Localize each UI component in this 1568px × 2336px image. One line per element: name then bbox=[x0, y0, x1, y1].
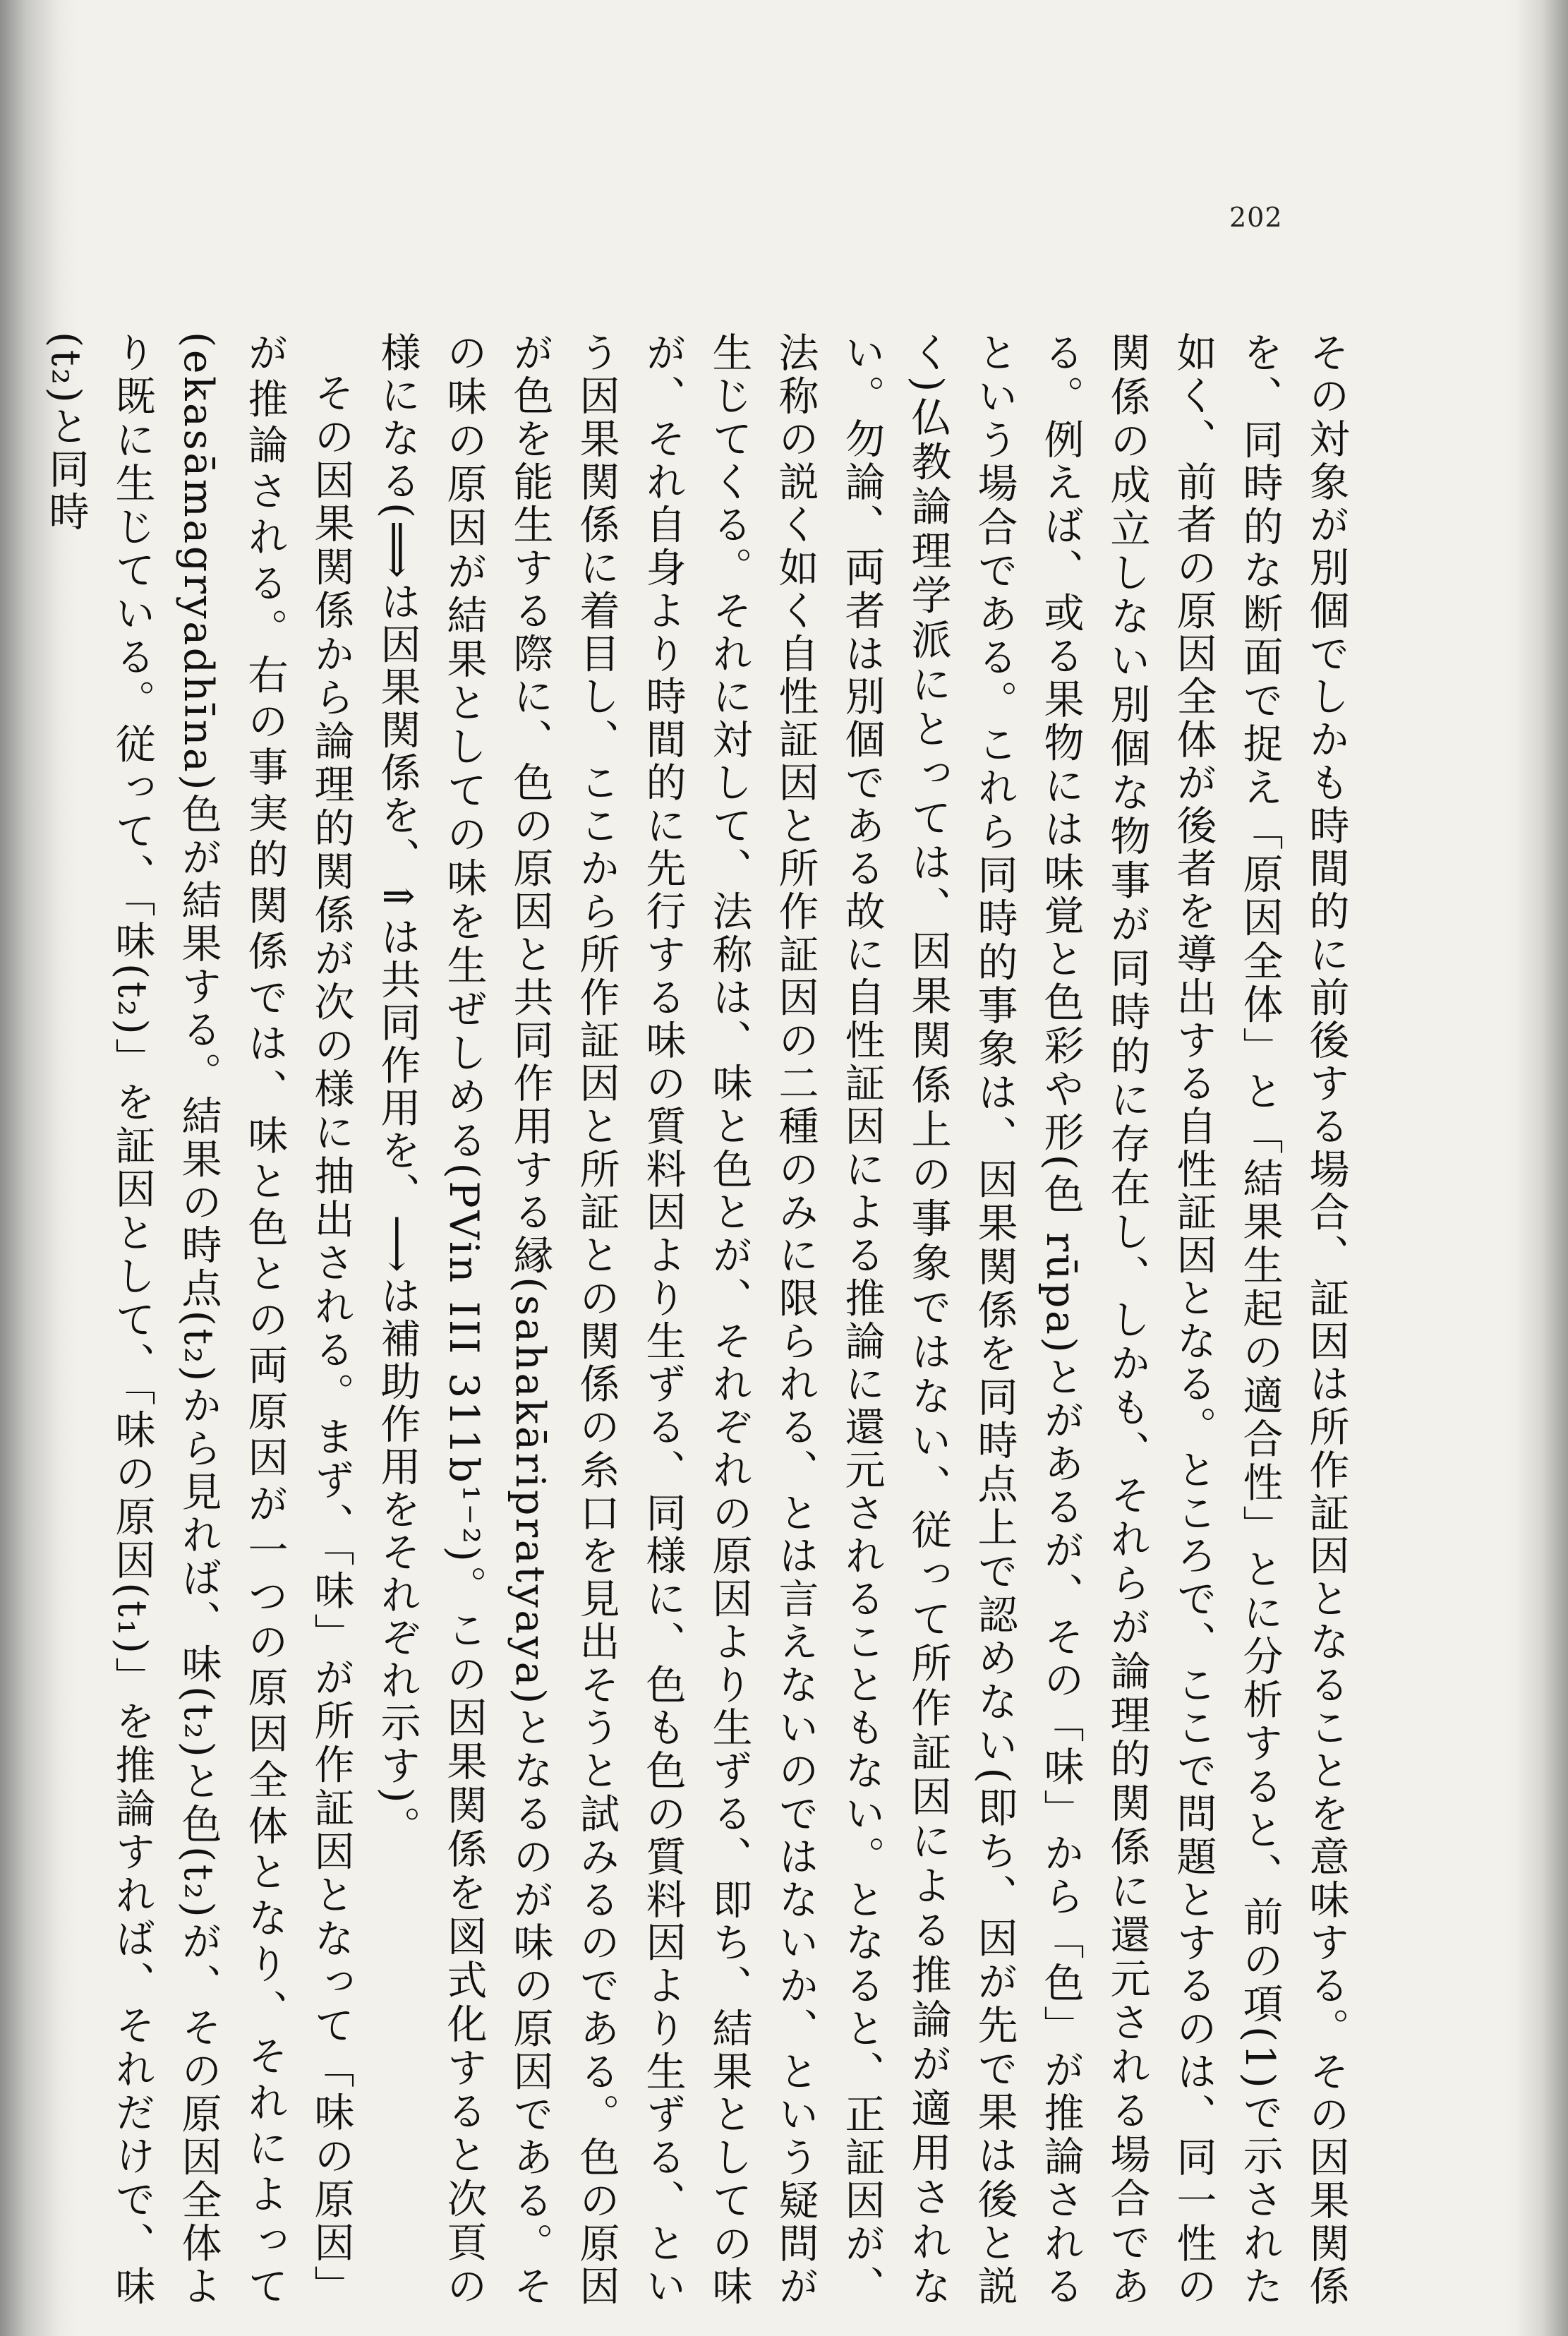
paragraph-2: その因果関係から論理的関係が次の様に抽出される。まず、「味」が所作証因となって「味の原因」が推論される。右の事実的関係では、味と色との両原因が一つの原因全体となり、それによって(ekasāmagryadhīna)色が結果する。結果の時点(t₂)から見れば、味(t₂)と色(t₂)が、その原因全体より既に生じている。従って、「味(t₂)」を証因として、「味の原因(t₁)」を推論すれば、それだけで、味(t₂)と同時 bbox=[42, 332, 354, 2308]
body-text bbox=[32, 332, 1359, 2308]
paragraph-1: その対象が別個でしかも時間的に前後する場合、証因は所作証因となることを意味する。その因果関係を、同時的な断面で捉え「原因全体」と「結果生起の適合性」とに分析すると、前の項(1)で示された如く、前者の原因全体が後者を導出する自性証因となる。ところで、ここで問題とするのは、同一性の関係の成立しない別個な物事が同時的に存在し、しかも、それらが論理的関係に還元される場合である。例えば、或る果物には味覚と色彩や形(色 rūpa)とがあるが、その「味」から「色」が推論されるという場合である。これら同時的事象は、因果関係を同時点上で認めない(即ち、因が先で果は後と説く)仏教論理学派にとっては、因果関係上の事象ではない、従って所作証因による推論が適用されない。勿論、両者は別個である故に自性証因による推論に還元されることもない。となると、正証因が、法称の説く如く自性証因と所作証因の二種のみに限られる、とは言えないのではないか、という疑問が生じてくる。それに対して、法称は、味と色とが、それぞれの原因より生ずる、即ち、結果としての味が、それ自身より時間的に先行する味の質料因より生ずる、同様に、色も色の質料因より生ずる、という因果関係に着目し、ここから所作証因と所証との関係の糸口を見出そうと試みるのである。色の原因が色を能生する際に、色の原因と共同作用する縁(sahakāripratyaya)となるのが味の原因である。その味の原因が結果としての味を生ぜしめる(PVin III 311b¹⁻²)。この因果関係を図式化すると次頁の様になる(⟹は因果関係を、⇑は共同作用を、⟶は補助作用をそれぞれ示す)。 bbox=[374, 332, 1349, 2308]
binding-shadow-right bbox=[1504, 0, 1568, 2336]
page-number: 202 bbox=[1229, 202, 1283, 233]
